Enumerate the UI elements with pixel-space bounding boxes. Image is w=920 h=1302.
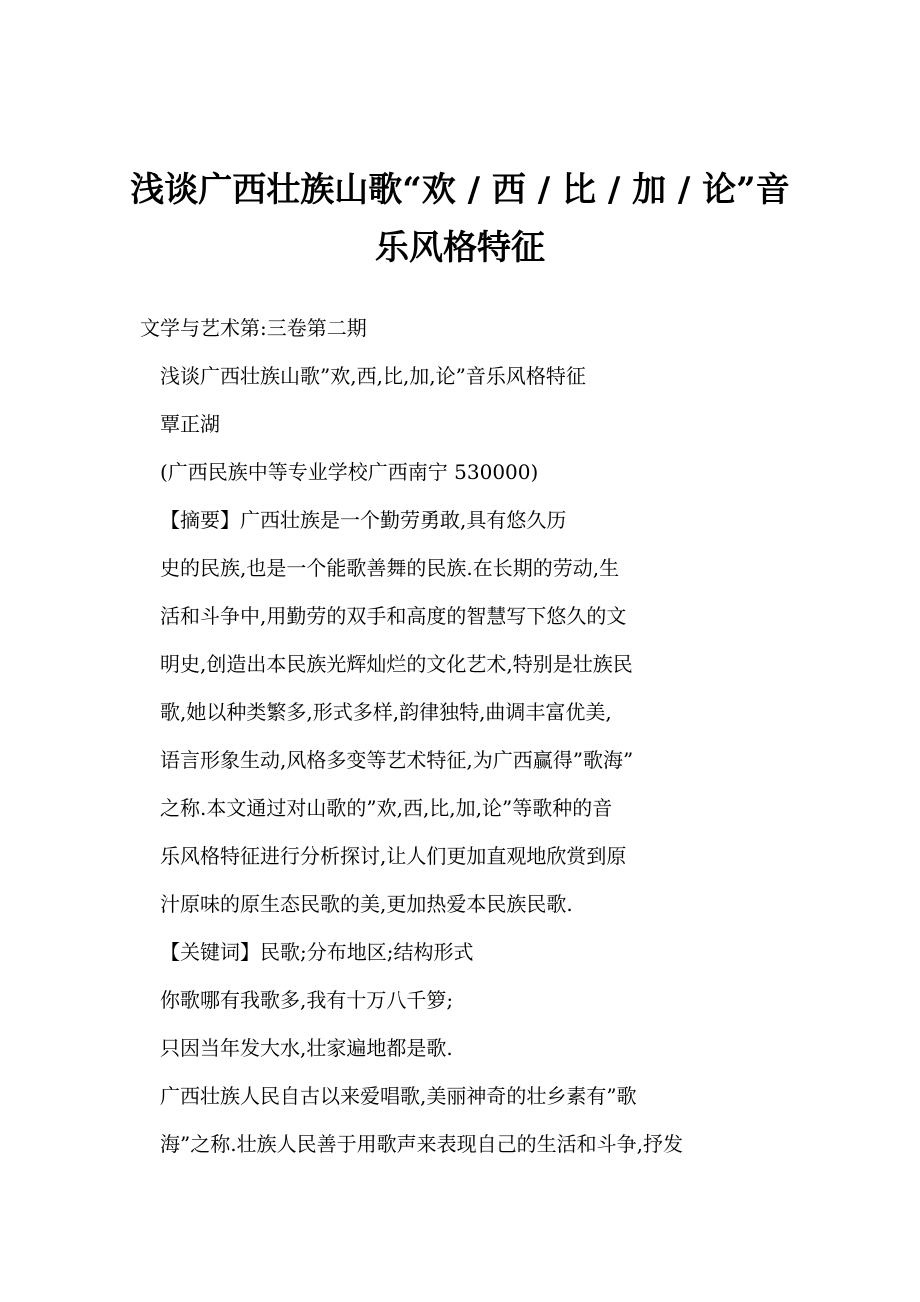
abstract-line: 之称.本文通过对山歌的”欢,西,比,加,论”等歌种的音 bbox=[160, 796, 613, 820]
verse-line: 你歌哪有我歌多,我有十万八千箩; bbox=[160, 988, 454, 1012]
title-line-2: 乐风格特征 bbox=[375, 227, 545, 268]
verse-line: 只因当年发大水,壮家遍地都是歌. bbox=[160, 1036, 453, 1060]
abstract-line: 活和斗争中,用勤劳的双手和高度的智慧写下悠久的文 bbox=[160, 604, 627, 628]
abstract-line: 汁原味的原生态民歌的美,更加热爱本民族民歌. bbox=[160, 892, 573, 916]
abstract-line: 乐风格特征进行分析探讨,让人们更加直观地欣赏到原 bbox=[160, 844, 627, 868]
body-text-line: 广西壮族人民自古以来爱唱歌,美丽神奇的壮乡素有”歌 bbox=[160, 1084, 637, 1108]
abstract-line: 【摘要】广西壮族是一个勤劳勇敢,具有悠久历 bbox=[160, 508, 567, 532]
journal-info: 文学与艺术第:三卷第二期 bbox=[140, 316, 367, 340]
document-title bbox=[80, 161, 840, 277]
subtitle-line: 浅谈广西壮族山歌”欢,西,比,加,论”音乐风格特征 bbox=[160, 364, 586, 388]
abstract-line: 歌,她以种类繁多,形式多样,韵律独特,曲调丰富优美, bbox=[160, 700, 612, 724]
author-name: 覃正湖 bbox=[160, 412, 220, 436]
abstract-line: 语言形象生动,风格多变等艺术特征,为广西赢得”歌海” bbox=[160, 748, 634, 772]
document-body bbox=[160, 358, 800, 1174]
abstract-line: 明史,创造出本民族光辉灿烂的文化艺术,特别是壮族民 bbox=[160, 652, 633, 676]
keywords-line: 【关键词】民歌;分布地区;结构形式 bbox=[160, 940, 474, 964]
body-text-line: 海”之称.壮族人民善于用歌声来表现自己的生活和斗争,抒发 bbox=[160, 1132, 683, 1156]
title-line-1: 浅谈广西壮族山歌“欢 / 西 / 比 / 加 / 论”音 bbox=[130, 169, 790, 210]
abstract-line: 史的民族,也是一个能歌善舞的民族.在长期的劳动,生 bbox=[160, 556, 620, 580]
author-affiliation: (广西民族中等专业学校广西南宁 530000) bbox=[160, 460, 539, 484]
